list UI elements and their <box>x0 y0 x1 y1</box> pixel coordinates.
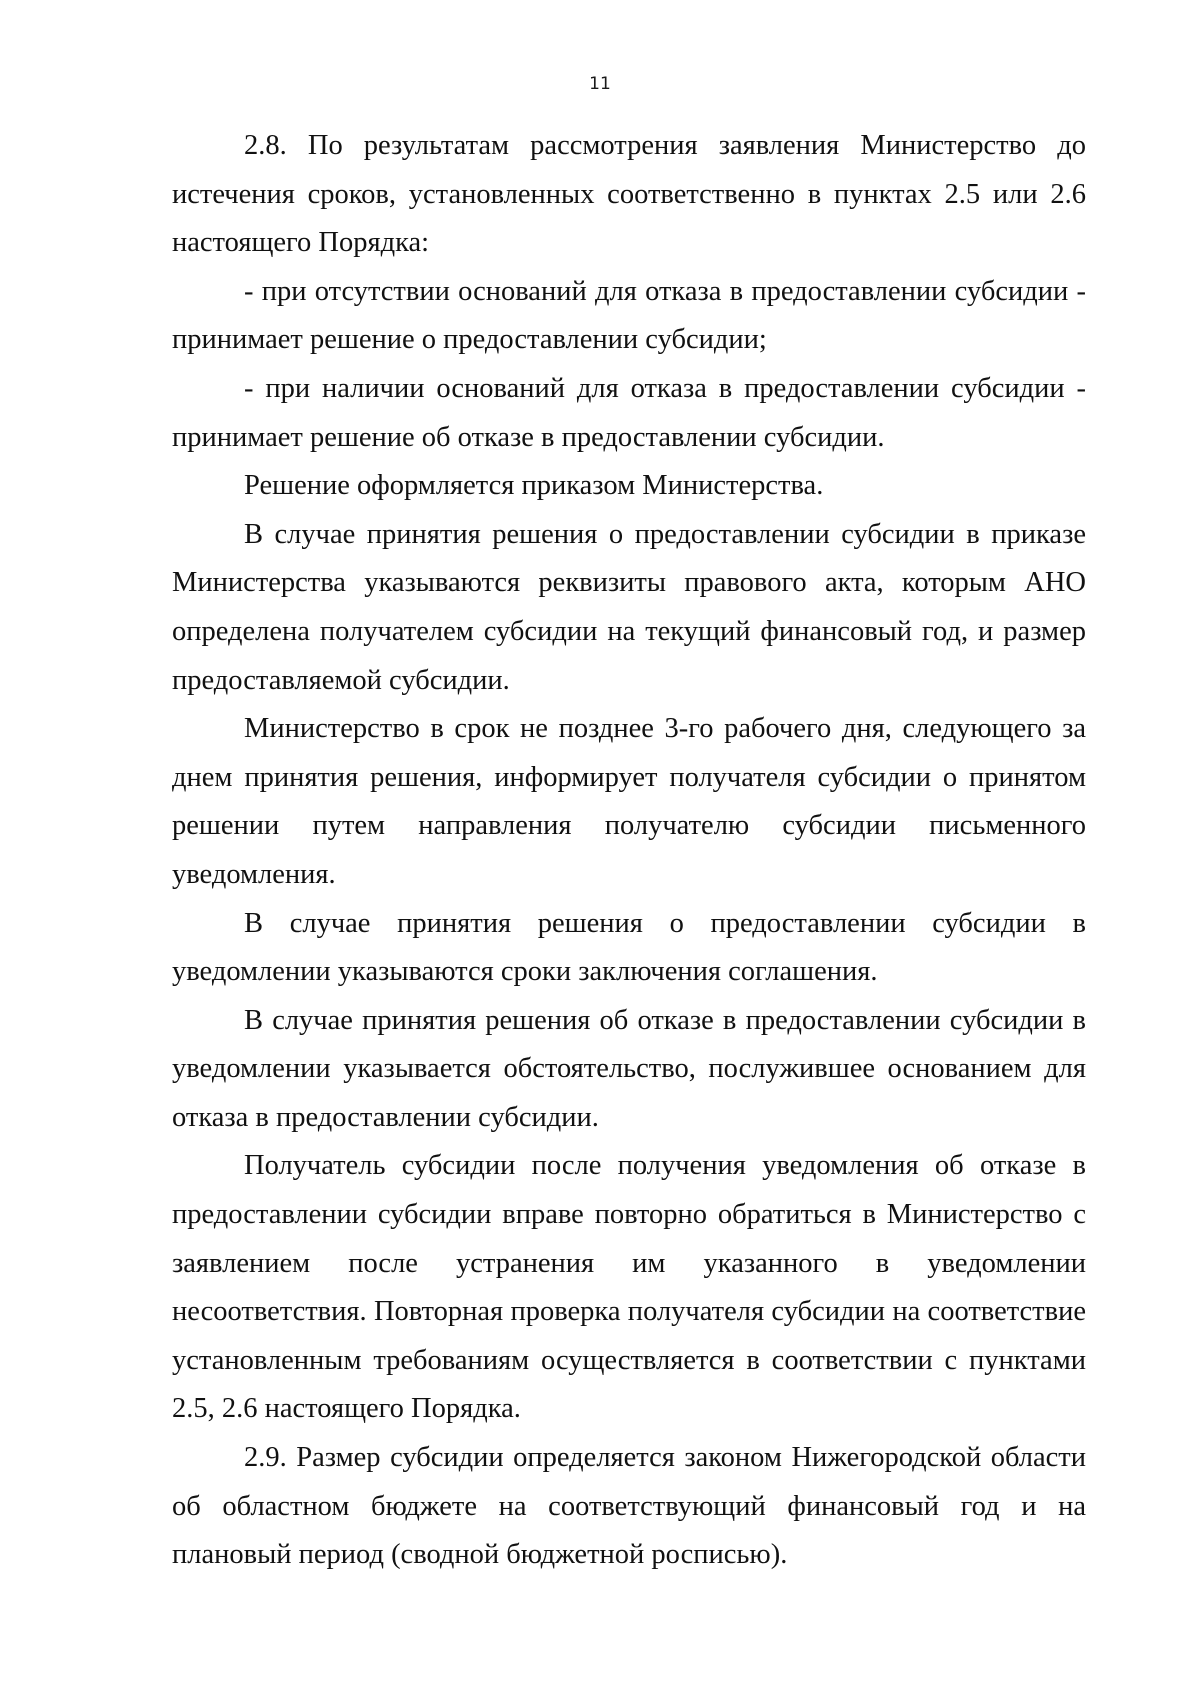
document-body <box>172 122 1086 1580</box>
paragraph-order-decision: Решение оформляется приказом Министерства. <box>244 470 824 502</box>
paragraph-2-9-amount: 2.9. Размер субсидии определяется законом Нижегородской области об областном бюджете на соответствующий финансовый год и на плановый период (сводной бюджетной росписью). <box>172 1442 1086 1571</box>
paragraph-notification: Министерство в срок не позднее 3-го рабочего дня, следующего за днем принятия решения, информирует получателя субсидии о принятом решении путем направления получателю субсидии письменного уведомления. <box>172 713 1086 890</box>
paragraph-2-8-intro: 2.8. По результатам рассмотрения заявления Министерство до истечения сроков, установленных соответственно в пунктах 2.5 или 2.6 настоящего Порядка: <box>172 130 1086 259</box>
page-number: 11 <box>589 74 611 94</box>
paragraph-refusal-reason: В случае принятия решения об отказе в предоставлении субсидии в уведомлении указывается обстоятельство, послужившее основанием для отказа в предоставлении субсидии. <box>172 1004 1086 1133</box>
paragraph-no-grounds: - при отсутствии оснований для отказа в предоставлении субсидии - принимает решение о предоставлении субсидии; <box>172 275 1086 356</box>
paragraph-grounds-refusal: - при наличии оснований для отказа в предоставлении субсидии - принимает решение об отказе в предоставлении субсидии. <box>172 372 1086 453</box>
paragraph-agreement-terms: В случае принятия решения о предоставлении субсидии в уведомлении указываются сроки заключения соглашения. <box>172 907 1086 988</box>
paragraph-reapplication: Получатель субсидии после получения уведомления об отказе в предоставлении субсидии вправе повторно обратиться в Министерство с заявлением после устранения им указанного в уведомлении несоответствия. Повторная проверка получателя субсидии на соответствие установленным требованиям осуществляется в соответствии с пунктами 2.5, 2.6 настоящего Порядка. <box>172 1150 1086 1425</box>
paragraph-order-details: В случае принятия решения о предоставлении субсидии в приказе Министерства указываются реквизиты правового акта, которым АНО определена получателем субсидии на текущий финансовый год, и размер предоставляемой субсидии. <box>172 518 1086 696</box>
